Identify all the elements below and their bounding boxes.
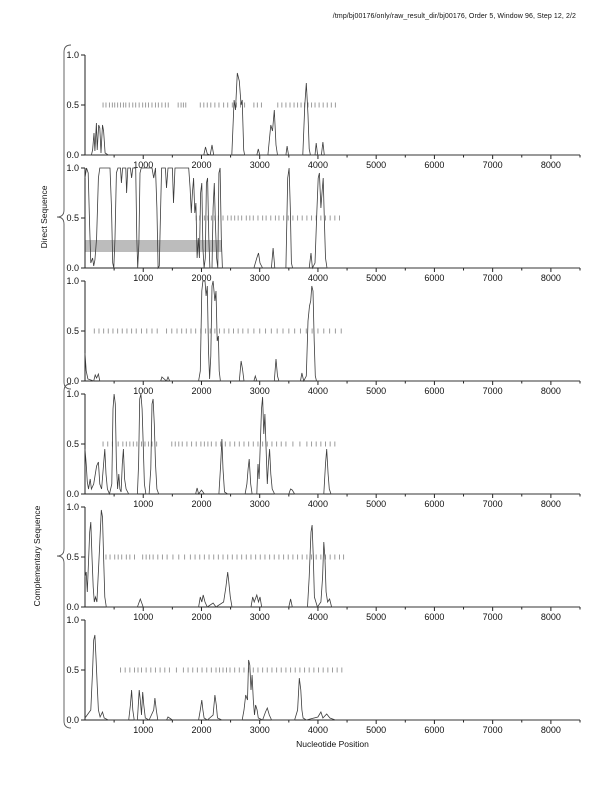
y-tick-label: 0.0 xyxy=(66,150,79,160)
x-tick-label: 7000 xyxy=(482,499,503,509)
y-tick-label: 0.5 xyxy=(66,326,79,336)
orf-marker-row xyxy=(196,216,339,221)
x-tick-label: 3000 xyxy=(249,499,270,509)
predicted-region-bar xyxy=(85,240,222,252)
orf-marker-row xyxy=(94,329,341,334)
group-label: Direct Sequence xyxy=(39,185,49,249)
orf-marker-row xyxy=(103,442,335,447)
probability-trace xyxy=(85,635,580,720)
y-tick-label: 0.0 xyxy=(66,715,79,725)
x-tick-label: 8000 xyxy=(540,273,561,283)
x-tick-label: 5000 xyxy=(366,499,387,509)
x-tick-label: 8000 xyxy=(540,386,561,396)
x-tick-label: 6000 xyxy=(424,386,445,396)
y-tick-label: 0.0 xyxy=(66,489,79,499)
x-tick-label: 2000 xyxy=(191,612,212,622)
x-axis-title: Nucleotide Position xyxy=(296,739,369,749)
x-tick-label: 5000 xyxy=(366,386,387,396)
panel-axes xyxy=(85,394,580,494)
x-axis-ticks xyxy=(114,607,580,622)
x-tick-label: 5000 xyxy=(366,725,387,735)
orf-marker-row xyxy=(103,103,335,108)
y-tick-label: 0.0 xyxy=(66,263,79,273)
y-tick-label: 1.0 xyxy=(66,163,79,173)
x-tick-label: 5000 xyxy=(366,273,387,283)
sequence-group-complementary xyxy=(32,384,71,728)
probability-trace xyxy=(85,73,580,155)
x-tick-label: 3000 xyxy=(249,273,270,283)
y-tick-label: 0.5 xyxy=(66,100,79,110)
x-tick-label: 3000 xyxy=(249,160,270,170)
x-axis-ticks xyxy=(114,268,580,283)
panel-axes xyxy=(85,281,580,381)
x-tick-label: 1000 xyxy=(133,160,154,170)
x-tick-label: 2000 xyxy=(191,386,212,396)
panel-direct-frame-2 xyxy=(66,163,580,283)
x-axis-ticks xyxy=(114,494,580,509)
probability-trace xyxy=(85,394,580,494)
y-axis-ticks xyxy=(66,389,85,499)
probability-trace xyxy=(85,168,580,268)
orf-marker-row xyxy=(121,668,342,673)
y-tick-label: 1.0 xyxy=(66,50,79,60)
x-tick-label: 7000 xyxy=(482,725,503,735)
x-tick-label: 4000 xyxy=(307,160,328,170)
x-tick-label: 4000 xyxy=(307,612,328,622)
panel-axes xyxy=(85,507,580,607)
x-tick-label: 8000 xyxy=(540,612,561,622)
panel-complementary-frame-3 xyxy=(66,615,580,735)
x-tick-label: 4000 xyxy=(307,273,328,283)
y-tick-label: 1.0 xyxy=(66,615,79,625)
x-tick-label: 3000 xyxy=(249,612,270,622)
x-tick-label: 8000 xyxy=(540,725,561,735)
x-tick-label: 1000 xyxy=(133,725,154,735)
x-tick-label: 6000 xyxy=(424,725,445,735)
y-axis-ticks xyxy=(66,276,85,386)
panel-complementary-frame-2 xyxy=(66,502,580,622)
y-axis-ticks xyxy=(66,615,85,725)
probability-trace xyxy=(85,510,580,607)
y-tick-label: 0.5 xyxy=(66,665,79,675)
panel-direct-frame-3 xyxy=(66,276,580,396)
y-axis-ticks xyxy=(66,163,85,273)
x-tick-label: 6000 xyxy=(424,499,445,509)
x-tick-label: 1000 xyxy=(133,273,154,283)
panel-complementary-frame-1 xyxy=(66,389,580,509)
x-tick-label: 7000 xyxy=(482,273,503,283)
y-axis-ticks xyxy=(66,50,85,160)
x-tick-label: 6000 xyxy=(424,273,445,283)
x-tick-label: 5000 xyxy=(366,612,387,622)
y-tick-label: 0.5 xyxy=(66,213,79,223)
x-tick-label: 7000 xyxy=(482,386,503,396)
x-tick-label: 7000 xyxy=(482,160,503,170)
x-tick-label: 8000 xyxy=(540,499,561,509)
x-tick-label: 5000 xyxy=(366,160,387,170)
y-axis-ticks xyxy=(66,502,85,612)
x-tick-label: 2000 xyxy=(191,499,212,509)
x-tick-label: 4000 xyxy=(307,725,328,735)
probability-trace xyxy=(85,281,580,381)
x-tick-label: 4000 xyxy=(307,499,328,509)
x-tick-label: 6000 xyxy=(424,612,445,622)
x-axis-ticks xyxy=(114,720,580,735)
x-tick-label: 1000 xyxy=(133,386,154,396)
group-label: Complementary Sequence xyxy=(32,505,42,607)
y-tick-label: 1.0 xyxy=(66,276,79,286)
y-tick-label: 0.5 xyxy=(66,439,79,449)
plot-title: /tmp/bj00176/only/raw_result_dir/bj00176, Order 5, Window 96, Step 12, 2/2 xyxy=(332,13,576,20)
x-tick-label: 2000 xyxy=(191,725,212,735)
orf-marker-row xyxy=(106,555,344,560)
x-tick-label: 3000 xyxy=(249,725,270,735)
x-tick-label: 1000 xyxy=(133,499,154,509)
x-tick-label: 2000 xyxy=(191,160,212,170)
y-tick-label: 0.0 xyxy=(66,376,79,386)
x-tick-label: 8000 xyxy=(540,160,561,170)
y-tick-label: 0.0 xyxy=(66,602,79,612)
y-tick-label: 1.0 xyxy=(66,389,79,399)
y-tick-label: 0.5 xyxy=(66,552,79,562)
x-tick-label: 3000 xyxy=(249,386,270,396)
panel-direct-frame-1 xyxy=(66,50,580,170)
x-tick-label: 4000 xyxy=(307,386,328,396)
x-axis-ticks xyxy=(114,381,580,396)
x-tick-label: 2000 xyxy=(191,273,212,283)
x-tick-label: 7000 xyxy=(482,612,503,622)
y-tick-label: 1.0 xyxy=(66,502,79,512)
x-tick-label: 1000 xyxy=(133,612,154,622)
panel-axes xyxy=(85,55,580,155)
x-tick-label: 6000 xyxy=(424,160,445,170)
